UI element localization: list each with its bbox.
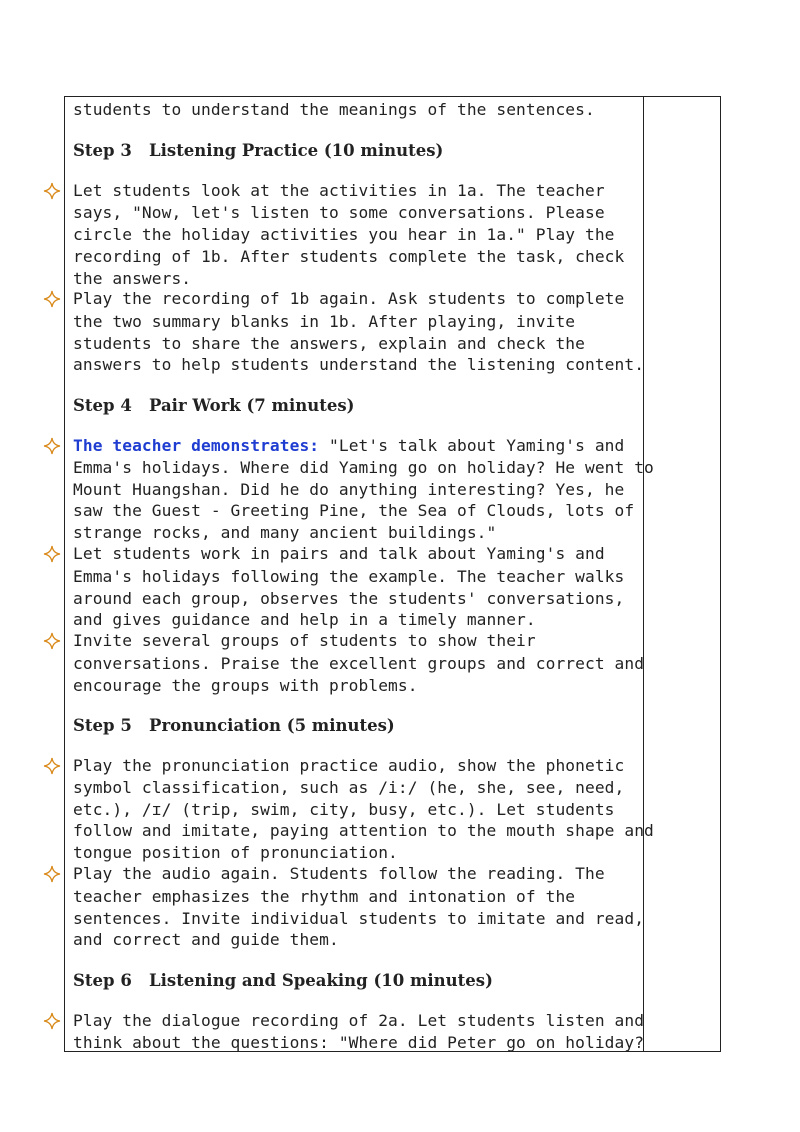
step-text-line: Emma's holidays. Where did Yaming go on holiday? He went to [73, 458, 654, 477]
bullet-icon [42, 864, 62, 884]
step-text-line: Play the pronunciation practice audio, show the phonetic [73, 756, 625, 775]
bullet-icon [42, 1011, 62, 1031]
step-title: Step 3 Listening Practice (10 minutes) [73, 141, 444, 160]
step-text-line: teacher emphasizes the rhythm and intonation of the [73, 887, 576, 906]
step-text-line: strange rocks, and many ancient buildings." [73, 523, 497, 542]
step-text-line: sentences. Invite individual students to imitate and read, [73, 909, 645, 928]
step-title: Step 4 Pair Work (7 minutes) [73, 396, 355, 415]
step-text-line: saw the Guest - Greeting Pine, the Sea of Clouds, lots of [73, 501, 635, 520]
step-text-line: around each group, observes the students' conversations, [73, 589, 625, 608]
step-text-line: answers to help students understand the listening content. [73, 355, 645, 374]
step-text-line: follow and imitate, paying attention to the mouth shape and [73, 821, 654, 840]
step-text-line: says, "Now, let's listen to some conversations. Please [73, 203, 605, 222]
bullet-icon [42, 756, 62, 776]
bullet-icon [42, 181, 62, 201]
step-text-line: think about the questions: "Where did Peter go on holiday? [73, 1033, 645, 1052]
step-text-line [73, 435, 624, 457]
teacher-demonstrates-label: The teacher demonstrates: [73, 436, 320, 455]
step-text-fragment: "Let's talk about Yaming's and [319, 436, 625, 455]
step-text-line: conversations. Praise the excellent groups and correct and [73, 654, 645, 673]
step-text-line: and gives guidance and help in a timely manner. [73, 610, 536, 629]
step-text-line: Let students work in pairs and talk about Yaming's and [73, 544, 605, 563]
bullet-icon [42, 289, 62, 309]
step-title: Step 6 Listening and Speaking (10 minutes) [73, 971, 493, 990]
step-text-line: Emma's holidays following the example. The teacher walks [73, 567, 625, 586]
step-text-line: circle the holiday activities you hear in 1a." Play the [73, 225, 615, 244]
step-text-line: the two summary blanks in 1b. After playing, invite [73, 312, 576, 331]
step-text-line: Let students look at the activities in 1a. The teacher [73, 181, 605, 200]
step-text-line: symbol classification, such as /i:/ (he, she, see, need, [73, 778, 625, 797]
step-text-line: etc.), /ɪ/ (trip, swim, city, busy, etc.). Let students [73, 800, 615, 819]
step-text-line: Play the dialogue recording of 2a. Let students listen and [73, 1011, 645, 1030]
step-text-line: tongue position of pronunciation. [73, 843, 398, 862]
bullet-icon [42, 544, 62, 564]
step-text-line: Invite several groups of students to show their [73, 631, 536, 650]
step-text-line: and correct and guide them. [73, 930, 339, 949]
bullet-icon [42, 631, 62, 651]
step-title: Step 5 Pronunciation (5 minutes) [73, 716, 395, 735]
bullet-icon [42, 436, 62, 456]
step-text-line: Play the audio again. Students follow the reading. The [73, 864, 605, 883]
step-text-line: students to share the answers, explain and check the [73, 334, 585, 353]
step-text-line: Mount Huangshan. Did he do anything interesting? Yes, he [73, 480, 625, 499]
step-text-line: Play the recording of 1b again. Ask students to complete [73, 289, 625, 308]
intro-line: students to understand the meanings of the sentences. [73, 100, 595, 119]
step-text-line: recording of 1b. After students complete the task, check [73, 247, 625, 266]
step-text-line: encourage the groups with problems. [73, 676, 418, 695]
step-text-line: the answers. [73, 269, 192, 288]
